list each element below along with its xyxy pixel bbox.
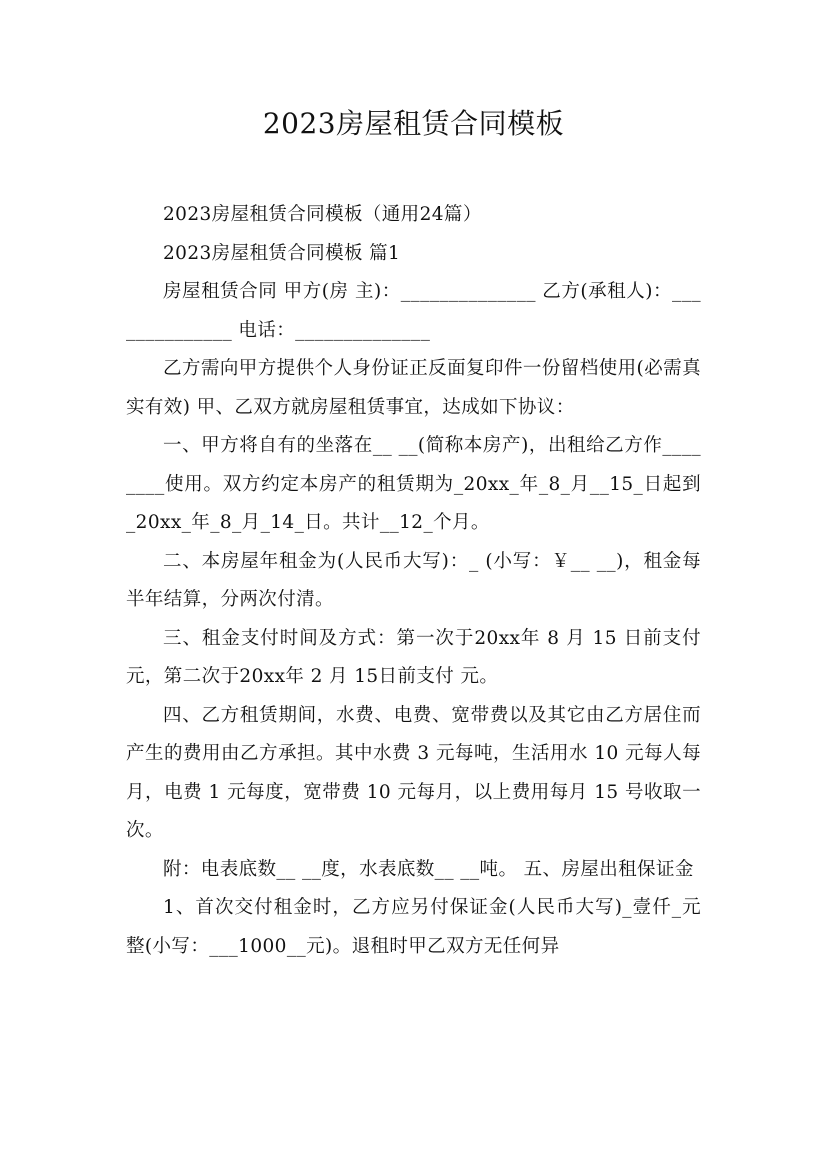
meter-reading-paragraph: 附：电表底数__ __度，水表底数__ __吨。 五、房屋出租保证金	[163, 858, 694, 880]
document-page	[126, 104, 708, 966]
deposit-paragraph: 1、首次交付租金时，乙方应另付保证金(人民币大写)_壹仟_元整(小写：___1000__元)。退租时甲乙双方无任何异	[126, 897, 701, 957]
parties-paragraph: 房屋租赁合同 甲方(房 主)：______________ 乙方(承租人)：______________ 电话：______________	[126, 281, 701, 341]
clause-1-paragraph: 一、甲方将自有的坐落在__ __(简称本房产)，出租给乙方作____ ____使用。双方约定本房产的租赁期为_20xx_年_8_月__15_日起到_20xx_年_8_月_14_日。共计__12_个月。	[126, 435, 708, 533]
id-requirement-paragraph: 乙方需向甲方提供个人身份证正反面复印件一份留档使用(必需真实有效) 甲、乙双方就房屋租赁事宜，达成如下协议：	[126, 358, 701, 418]
clause-4-paragraph: 四、乙方租赁期间，水费、电费、宽带费以及其它由乙方居住而产生的费用由乙方承担。其中水费 3 元每吨，生活用水 10 元每人每月，电费 1 元每度，宽带费 10 元每月，以上费用每月 15 号收取一次。	[126, 704, 701, 841]
document-title: 2023房屋租赁合同模板	[262, 107, 565, 140]
clause-3-paragraph: 三、租金支付时间及方式：第一次于20xx年 8 月 15 日前支付 元，第二次于20xx年 2 月 15日前支付 元。	[126, 627, 708, 687]
subtitle-paragraph: 2023房屋租赁合同模板（通用24篇）	[163, 204, 482, 225]
clause-2-paragraph: 二、本房屋年租金为(人民币大写)：_ (小写：￥__ __)，租金每半年结算，分两次付清。	[126, 550, 701, 610]
section-heading-paragraph: 2023房屋租赁合同模板 篇1	[163, 242, 401, 264]
